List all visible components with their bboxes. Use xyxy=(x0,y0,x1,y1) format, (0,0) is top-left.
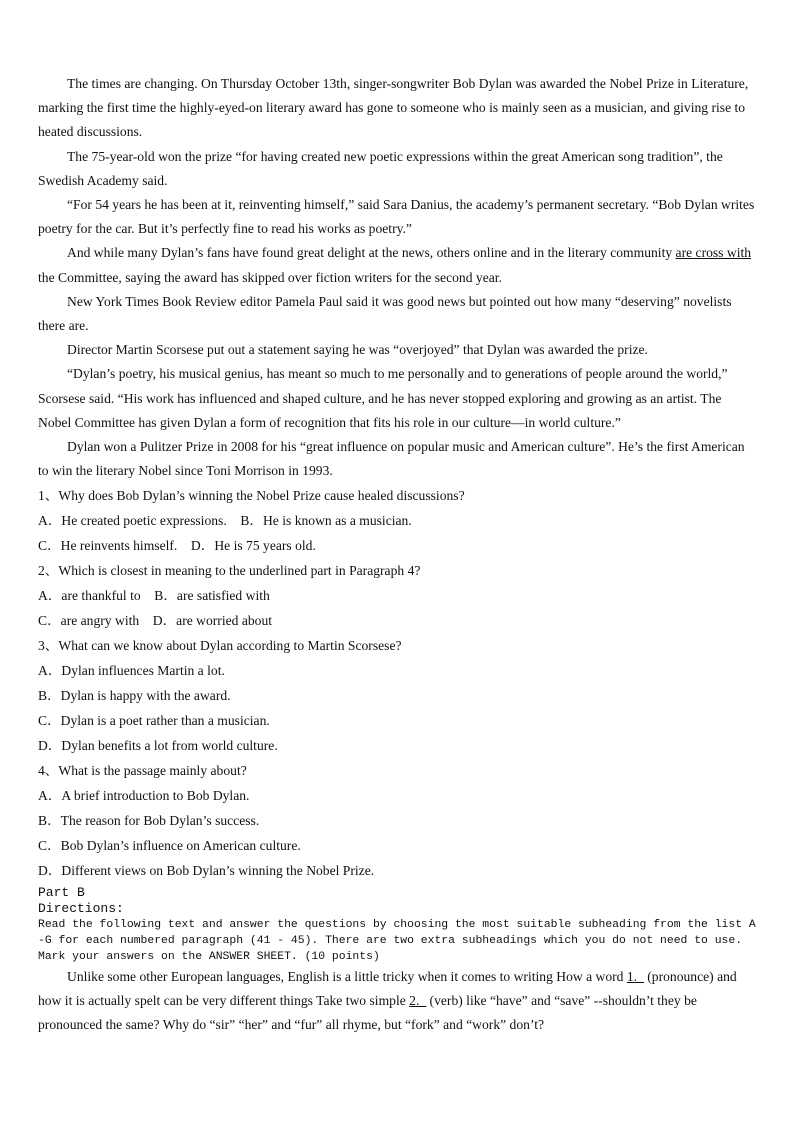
paragraph-4-before: And while many Dylan’s fans have found great delight at the news, others online and in the literary community xyxy=(67,245,676,261)
paragraph-4 xyxy=(38,241,758,289)
question-3: 3、What can we know about Dylan according to Martin Scorsese? xyxy=(38,638,402,654)
paragraph-2: The 75-year-old won the prize “for having created new poetic expressions within the great American song tradition”, the Swedish Academy said. xyxy=(38,148,723,188)
paragraph-8: Dylan won a Pulitzer Prize in 2008 for his “great influence on popular music and American culture”. He’s the first American to win the literary Nobel since Toni Morrison in 1993. xyxy=(38,439,745,479)
paragraph-3: “For 54 years he has been at it, reinventing himself,” said Sara Danius, the academy’s permanent secretary. “Bob Dylan writes poetry for the car. But it’s perfectly fine to read his works as poetry.” xyxy=(38,197,755,237)
text-1: Unlike some other European languages, English is a little tricky when it comes to writing How a word xyxy=(67,969,627,985)
question-3-option-d: D．Dylan benefits a lot from world culture. xyxy=(38,738,278,754)
question-1: 1、Why does Bob Dylan’s winning the Nobel Prize cause healed discussions? xyxy=(38,488,465,504)
question-4: 4、What is the passage mainly about? xyxy=(38,763,247,779)
blank-2: 2._ xyxy=(409,993,427,1009)
question-4-option-c: C．Bob Dylan’s influence on American culture. xyxy=(38,838,301,854)
part-b-title: Part B xyxy=(38,885,85,901)
directions-text: Read the following text and answer the questions by choosing the most suitable subheading from the list A -G for each numbered paragraph (41 - 45). There are two extra subheadings which you do not need to use. Mark your answers on the ANSWER SHEET. (10 points) xyxy=(38,919,756,964)
paragraph-7: “Dylan’s poetry, his musical genius, has meant so much to me personally and to generations of people around the world,” Scorsese said. “His work has influenced and shaped culture, and he has never stopped exploring and growing as an artist. The Nobel Committee has given Dylan a form of recognition that fits his role in our culture—in world culture.” xyxy=(38,366,728,430)
question-4-option-a: A．A brief introduction to Bob Dylan. xyxy=(38,788,250,804)
question-3-option-c: C．Dylan is a poet rather than a musician. xyxy=(38,713,270,729)
question-1-options-cd: C．He reinvents himself. D．He is 75 years old. xyxy=(38,538,316,554)
questions xyxy=(38,483,758,883)
directions-label: Directions: xyxy=(38,901,124,917)
blank-1: 1._ xyxy=(626,969,644,985)
question-3-option-b: B．Dylan is happy with the award. xyxy=(38,688,231,704)
part-b-paragraph xyxy=(38,965,758,1037)
document-page xyxy=(38,72,758,1037)
question-2-options-ab: A．are thankful to B．are satisfied with xyxy=(38,588,270,604)
question-4-option-d: D．Different views on Bob Dylan’s winning the Nobel Prize. xyxy=(38,863,375,879)
paragraph-4-after: the Committee, saying the award has skipped over fiction writers for the second year. xyxy=(38,269,502,285)
question-2: 2、Which is closest in meaning to the underlined part in Paragraph 4? xyxy=(38,563,421,579)
paragraph-1: The times are changing. On Thursday October 13th, singer-songwriter Bob Dylan was awarded the Nobel Prize in Literature, marking the first time the highly-eyed-on literary award has gone to someone who is mainly seen as a musician, and giving rise to heated discussions. xyxy=(38,76,749,140)
part-b xyxy=(38,885,758,1037)
paragraph-6: Director Martin Scorsese put out a statement saying he was “overjoyed” that Dylan was awarded the prize. xyxy=(67,342,648,358)
text-3: (verb) like “have” and “save” --shouldn’t they be pronounced the same? Why do “sir” “her” and “fur” all rhyme, but “fork” and “work” don’t? xyxy=(38,993,697,1033)
question-2-options-cd: C．are angry with D．are worried about xyxy=(38,613,273,629)
question-4-option-b: B．The reason for Bob Dylan’s success. xyxy=(38,813,260,829)
question-3-option-a: A．Dylan influences Martin a lot. xyxy=(38,663,225,679)
paragraph-5: New York Times Book Review editor Pamela Paul said it was good news but pointed out how many “deserving” novelists there are. xyxy=(38,293,732,334)
text-2: (pronounce) and how it is actually spelt can be very different things Take two simple xyxy=(38,969,737,1009)
underlined-phrase: are cross with xyxy=(675,245,752,261)
question-1-options-ab: A．He created poetic expressions. B．He is known as a musician. xyxy=(38,513,412,529)
